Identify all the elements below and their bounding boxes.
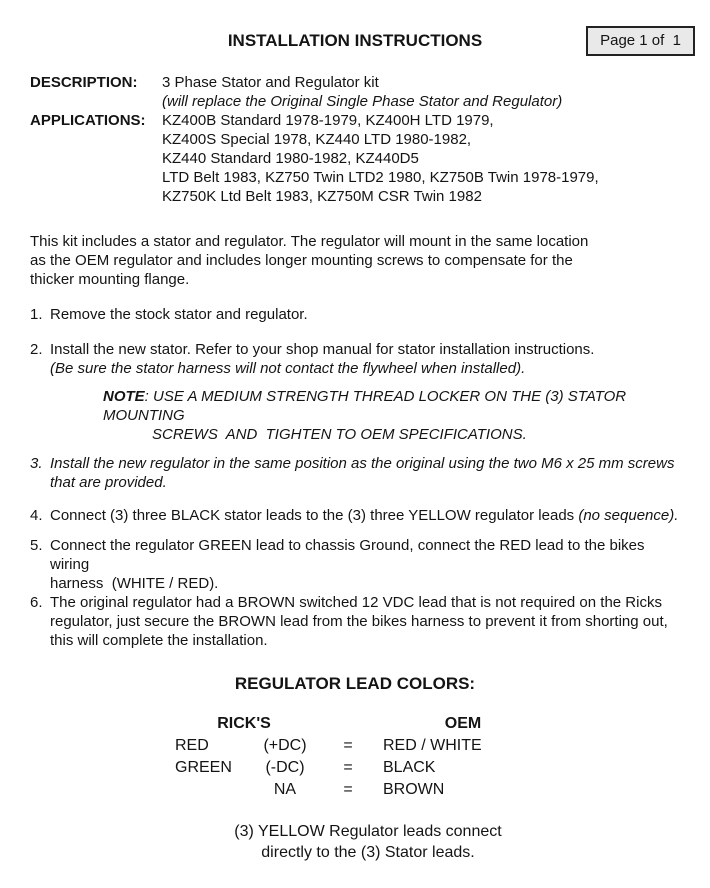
step-text bbox=[50, 536, 680, 593]
applications-label: APPLICATIONS: bbox=[30, 112, 146, 129]
applications-row bbox=[30, 168, 680, 187]
footer-note bbox=[0, 821, 710, 863]
spacer bbox=[30, 187, 162, 206]
column-header-oem: OEM bbox=[444, 715, 482, 732]
meta-section bbox=[30, 73, 680, 206]
applications-line: KZ400B Standard 1978-1979, KZ400H LTD 1979, bbox=[162, 112, 494, 129]
step-line: regulator, just secure the BROWN lead from the bikes harness to prevent it from shorting out, bbox=[50, 613, 668, 630]
page-count-badge: Page 1 of 1 bbox=[586, 26, 695, 56]
dc-label-cell: NA bbox=[273, 781, 297, 798]
step-line-italic: (no sequence). bbox=[578, 507, 679, 524]
step-line: harness (WHITE / RED). bbox=[50, 575, 219, 592]
step-item-3 bbox=[30, 454, 680, 492]
footer-note-line: directly to the (3) Stator leads. bbox=[261, 844, 475, 861]
description-label: DESCRIPTION: bbox=[30, 74, 138, 91]
lead-color-cell: RED bbox=[175, 737, 209, 754]
applications-row bbox=[30, 130, 680, 149]
page-title: INSTALLATION INSTRUCTIONS bbox=[227, 31, 483, 50]
step-line: Connect (3) three BLACK stator leads to the (3) three YELLOW regulator leads bbox=[50, 507, 579, 524]
step-line: that are provided. bbox=[50, 474, 167, 491]
applications-row bbox=[30, 149, 680, 168]
step-number: 1. bbox=[30, 306, 43, 323]
intro-line: as the OEM regulator and includes longer mounting screws to compensate for the bbox=[30, 252, 573, 269]
step-number: 5. bbox=[30, 537, 43, 554]
oem-color-cell: RED / WHITE bbox=[383, 737, 482, 754]
spacer bbox=[313, 713, 383, 735]
spacer bbox=[30, 92, 162, 111]
intro-paragraph bbox=[30, 232, 680, 289]
step-line: Remove the stock stator and regulator. bbox=[50, 306, 308, 323]
step-number: 2. bbox=[30, 341, 43, 358]
step-text bbox=[50, 454, 680, 492]
description-note: (will replace the Original Single Phase Stator and Regulator) bbox=[162, 93, 563, 110]
oem-color-cell: BLACK bbox=[383, 759, 436, 776]
step-text bbox=[50, 593, 680, 650]
dc-label-cell: (+DC) bbox=[263, 737, 307, 754]
oem-color-cell: BROWN bbox=[383, 781, 445, 798]
note-label: NOTE bbox=[103, 388, 145, 405]
column-header-ricks: RICK'S bbox=[217, 715, 271, 732]
applications-row bbox=[30, 111, 680, 130]
step-item-4 bbox=[30, 506, 680, 525]
dc-label-cell: (-DC) bbox=[265, 759, 305, 776]
description-value: 3 Phase Stator and Regulator kit bbox=[162, 74, 379, 91]
step-number: 3. bbox=[30, 455, 43, 472]
description-row bbox=[30, 73, 680, 92]
step-text bbox=[50, 305, 680, 324]
spacer bbox=[30, 168, 162, 187]
note-text bbox=[103, 387, 650, 425]
lead-color-cell: GREEN bbox=[175, 759, 232, 776]
note-line: SCREWS AND TIGHTEN TO OEM SPECIFICATIONS. bbox=[152, 426, 527, 443]
step-line: (Be sure the stator harness will not contact the flywheel when installed). bbox=[50, 360, 526, 377]
applications-line: KZ400S Special 1978, KZ440 LTD 1980-1982, bbox=[162, 131, 472, 148]
applications-line: LTD Belt 1983, KZ750 Twin LTD2 1980, KZ750B Twin 1978-1979, bbox=[162, 169, 599, 186]
step-number: 4. bbox=[30, 507, 43, 524]
step-item-6 bbox=[30, 593, 680, 650]
intro-line: thicker mounting flange. bbox=[30, 271, 190, 288]
spacer bbox=[30, 130, 162, 149]
step-text bbox=[50, 340, 680, 378]
lead-colors-table bbox=[175, 713, 710, 801]
step-item-2 bbox=[30, 340, 680, 378]
step-line: Install the new regulator in the same position as the original using the two M6 x 25 mm screws bbox=[50, 455, 675, 472]
note-line: : USE A MEDIUM STRENGTH THREAD LOCKER ON THE (3) STATOR MOUNTING bbox=[103, 388, 631, 424]
step-text bbox=[50, 506, 680, 525]
equals-sign: = bbox=[343, 781, 353, 798]
step-line: Connect the regulator GREEN lead to chassis Ground, connect the RED lead to the bikes wiring bbox=[50, 537, 649, 573]
lead-color-cell bbox=[175, 779, 257, 801]
step-item-5 bbox=[30, 536, 680, 593]
step-number: 6. bbox=[30, 594, 43, 611]
applications-row bbox=[30, 187, 680, 206]
applications-line: KZ750K Ltd Belt 1983, KZ750M CSR Twin 1982 bbox=[162, 188, 482, 205]
equals-sign: = bbox=[343, 737, 353, 754]
step-line: Install the new stator. Refer to your shop manual for stator installation instructions. bbox=[50, 341, 595, 358]
applications-line: KZ440 Standard 1980-1982, KZ440D5 bbox=[162, 150, 419, 167]
step-line: this will complete the installation. bbox=[50, 632, 268, 649]
intro-line: This kit includes a stator and regulator. The regulator will mount in the same location bbox=[30, 233, 589, 250]
lead-colors-heading: REGULATOR LEAD COLORS: bbox=[234, 674, 476, 693]
step-item-1 bbox=[30, 305, 680, 324]
note-block bbox=[103, 387, 650, 444]
equals-sign: = bbox=[343, 759, 353, 776]
instruction-steps bbox=[30, 305, 680, 650]
spacer bbox=[30, 149, 162, 168]
footer-note-line: (3) YELLOW Regulator leads connect bbox=[234, 823, 502, 840]
description-note-row bbox=[30, 92, 680, 111]
step-line: The original regulator had a BROWN switched 12 VDC lead that is not required on the Ricks bbox=[50, 594, 662, 611]
